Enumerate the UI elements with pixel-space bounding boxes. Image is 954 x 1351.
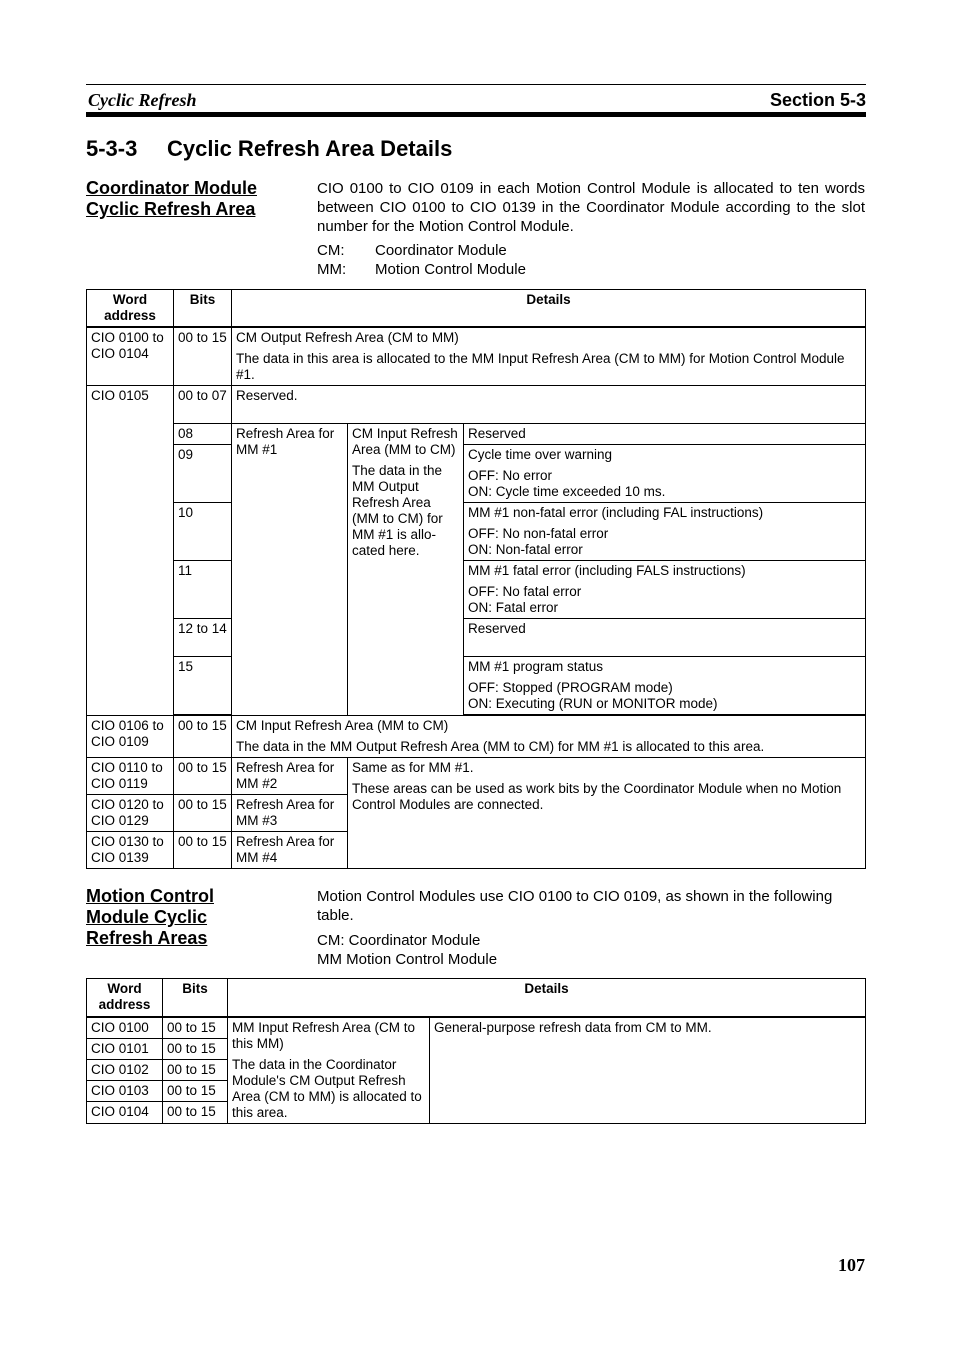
word-cell: CIO 0100 xyxy=(87,1017,163,1039)
section-title-text: Cyclic Refresh Area Details xyxy=(167,136,453,161)
bits-cell: 00 to 15 xyxy=(163,1059,228,1080)
abbr-mm xyxy=(317,260,526,279)
word-cell: CIO 0100 to CIO 0104 xyxy=(87,327,174,386)
motion-abbr-mm: MM Motion Control Module xyxy=(317,951,498,968)
bit-detail-on: ON: Executing (RUN or MONITOR mode) xyxy=(468,696,718,711)
running-header-title: Cyclic Refresh xyxy=(88,90,197,110)
abbr-mm-key: MM: xyxy=(317,261,347,278)
mm-input-title: MM Input Refresh Area (CM to this MM) xyxy=(232,1019,416,1051)
coordinator-refresh-table xyxy=(86,289,866,869)
section-title xyxy=(86,136,452,162)
col-header-word: Word address xyxy=(87,290,174,328)
col-header-word: Word address xyxy=(87,979,163,1017)
bit-detail-off: OFF: No fatal error xyxy=(468,584,582,599)
table-header-row xyxy=(87,979,866,1017)
bit-detail-cell xyxy=(464,657,866,715)
details-cell: Reserved. xyxy=(232,386,866,424)
motion-abbr-cm: CM: Coordinator Module xyxy=(317,932,481,949)
word-cell: CIO 0130 to CIO 0139 xyxy=(87,832,174,869)
details-title: CM Input Refresh Area (MM to CM) xyxy=(236,718,449,733)
bit-detail-title: MM #1 fatal error (including FALS instructions) xyxy=(468,563,746,578)
table-row xyxy=(87,561,866,619)
abbr-mm-value: Motion Control Module xyxy=(375,261,526,278)
coordinator-heading-line1: Coordinator Module xyxy=(86,178,257,198)
bits-cell: 11 xyxy=(174,561,232,619)
running-header-section: Section 5-3 xyxy=(769,90,866,110)
motion-heading xyxy=(86,886,214,949)
coordinator-heading-line2: Cyclic Refresh Area xyxy=(86,199,256,219)
area-cell: Refresh Area for MM #3 xyxy=(232,795,348,832)
general-purpose-cell: General-purpose refresh data from CM to MM. xyxy=(430,1017,866,1124)
abbr-cm-key: CM: xyxy=(317,242,345,259)
word-cell: CIO 0102 xyxy=(87,1059,163,1080)
word-cell: CIO 0120 to CIO 0129 xyxy=(87,795,174,832)
bit-detail-title: MM #1 non-fatal error (including FAL instructions) xyxy=(468,505,764,520)
table-row xyxy=(87,327,866,386)
bits-cell: 00 to 15 xyxy=(163,1017,228,1039)
cm-input-cell xyxy=(348,424,464,716)
bits-cell: 10 xyxy=(174,503,232,561)
mm-input-text: The data in the Coordinator Module's CM Output Refresh Area (CM to MM) is allocated to this area. xyxy=(232,1056,422,1120)
motion-body: Motion Control Modules use CIO 0100 to CIO 0109, as shown in the following table. xyxy=(317,888,833,924)
abbr-cm-value: Coordinator Module xyxy=(375,242,507,259)
bits-cell: 08 xyxy=(174,424,232,445)
bit-detail-cell xyxy=(464,561,866,619)
col-header-details: Details xyxy=(232,290,866,328)
same-as-title: Same as for MM #1. xyxy=(352,760,474,775)
area-cell: Refresh Area for MM #1 xyxy=(232,424,348,716)
table-header-row xyxy=(87,290,866,328)
header-rule-top xyxy=(86,84,866,85)
table-row xyxy=(87,619,866,657)
word-cell: CIO 0105 xyxy=(87,386,174,716)
table-row xyxy=(87,424,866,445)
bits-cell: 00 to 15 xyxy=(174,327,232,386)
motion-heading-line3: Refresh Areas xyxy=(86,928,208,948)
word-cell: CIO 0101 xyxy=(87,1038,163,1059)
bit-detail-title: MM #1 program status xyxy=(468,659,604,674)
bit-detail-cell: Reserved xyxy=(464,619,866,657)
motion-heading-line2: Module Cyclic xyxy=(86,907,208,927)
col-header-bits: Bits xyxy=(163,979,228,1017)
table-row xyxy=(87,758,866,795)
details-cell xyxy=(232,327,866,386)
same-as-cell xyxy=(348,758,866,869)
word-cell: CIO 0106 to CIO 0109 xyxy=(87,716,174,758)
motion-heading-line1: Motion Control xyxy=(86,886,214,906)
table-row xyxy=(87,386,866,424)
bit-detail-cell: Reserved xyxy=(464,424,866,445)
bits-cell: 00 to 15 xyxy=(174,758,232,795)
details-title: CM Output Refresh Area (CM to MM) xyxy=(236,330,459,345)
coordinator-heading xyxy=(86,178,257,220)
word-cell: CIO 0104 xyxy=(87,1102,163,1123)
bits-cell: 00 to 15 xyxy=(174,832,232,869)
bits-cell: 00 to 15 xyxy=(174,795,232,832)
bit-detail-off: OFF: No error xyxy=(468,468,553,483)
details-cell xyxy=(232,716,866,758)
word-cell: CIO 0110 to CIO 0119 xyxy=(87,758,174,795)
table-row xyxy=(87,657,866,715)
cm-input-title: CM Input Refresh Area (MM to CM) xyxy=(352,426,458,457)
area-cell: Refresh Area for MM #2 xyxy=(232,758,348,795)
details-text: The data in the MM Output Refresh Area (MM to CM) for MM #1 is allocated to this area. xyxy=(236,739,765,754)
bits-cell: 00 to 07 xyxy=(174,386,232,424)
table-row xyxy=(87,716,866,758)
abbr-cm xyxy=(317,241,507,260)
bits-cell: 00 to 15 xyxy=(174,716,232,758)
bit-detail-off: OFF: No non-fatal error xyxy=(468,526,609,541)
bit-detail-on: ON: Non-fatal error xyxy=(468,542,583,557)
word-cell: CIO 0103 xyxy=(87,1081,163,1102)
bits-cell: 00 to 15 xyxy=(163,1038,228,1059)
bit-detail-title: Cycle time over warning xyxy=(468,447,613,462)
same-as-text: These areas can be used as work bits by the Coordinator Module when no Motion Control Modules are connected. xyxy=(352,781,842,812)
table-row xyxy=(87,503,866,561)
mm-input-cell xyxy=(228,1017,430,1124)
col-header-bits: Bits xyxy=(174,290,232,328)
bits-cell: 12 to 14 xyxy=(174,619,232,657)
table-row xyxy=(87,1017,866,1039)
cm-input-text: The data in the MM Output Refresh Area (MM to CM) for MM #1 is allo-cated here. xyxy=(352,463,443,558)
coordinator-body: CIO 0100 to CIO 0109 in each Motion Control Module is allocated to ten words between CIO 0100 to CIO 0139 in the Coordinator Module according to the slot number for the Motion Control Module. xyxy=(317,180,865,235)
page-number: 107 xyxy=(838,1255,865,1275)
bits-cell: 09 xyxy=(174,445,232,503)
bit-detail-cell xyxy=(464,503,866,561)
bit-detail-on: ON: Fatal error xyxy=(468,600,559,615)
header-rule-bottom xyxy=(86,112,866,117)
col-header-details: Details xyxy=(228,979,866,1017)
area-cell: Refresh Area for MM #4 xyxy=(232,832,348,869)
bits-cell: 00 to 15 xyxy=(163,1081,228,1102)
bits-cell: 15 xyxy=(174,657,232,715)
bit-detail-on: ON: Cycle time exceeded 10 ms. xyxy=(468,484,666,499)
bit-detail-cell xyxy=(464,445,866,503)
table-row xyxy=(87,445,866,503)
motion-refresh-table xyxy=(86,978,866,1124)
bit-detail-off: OFF: Stopped (PROGRAM mode) xyxy=(468,680,673,695)
section-number: 5-3-3 xyxy=(86,136,138,161)
bits-cell: 00 to 15 xyxy=(163,1102,228,1123)
details-text: The data in this area is allocated to the MM Input Refresh Area (CM to MM) for Motion Control Module #1. xyxy=(236,351,845,382)
